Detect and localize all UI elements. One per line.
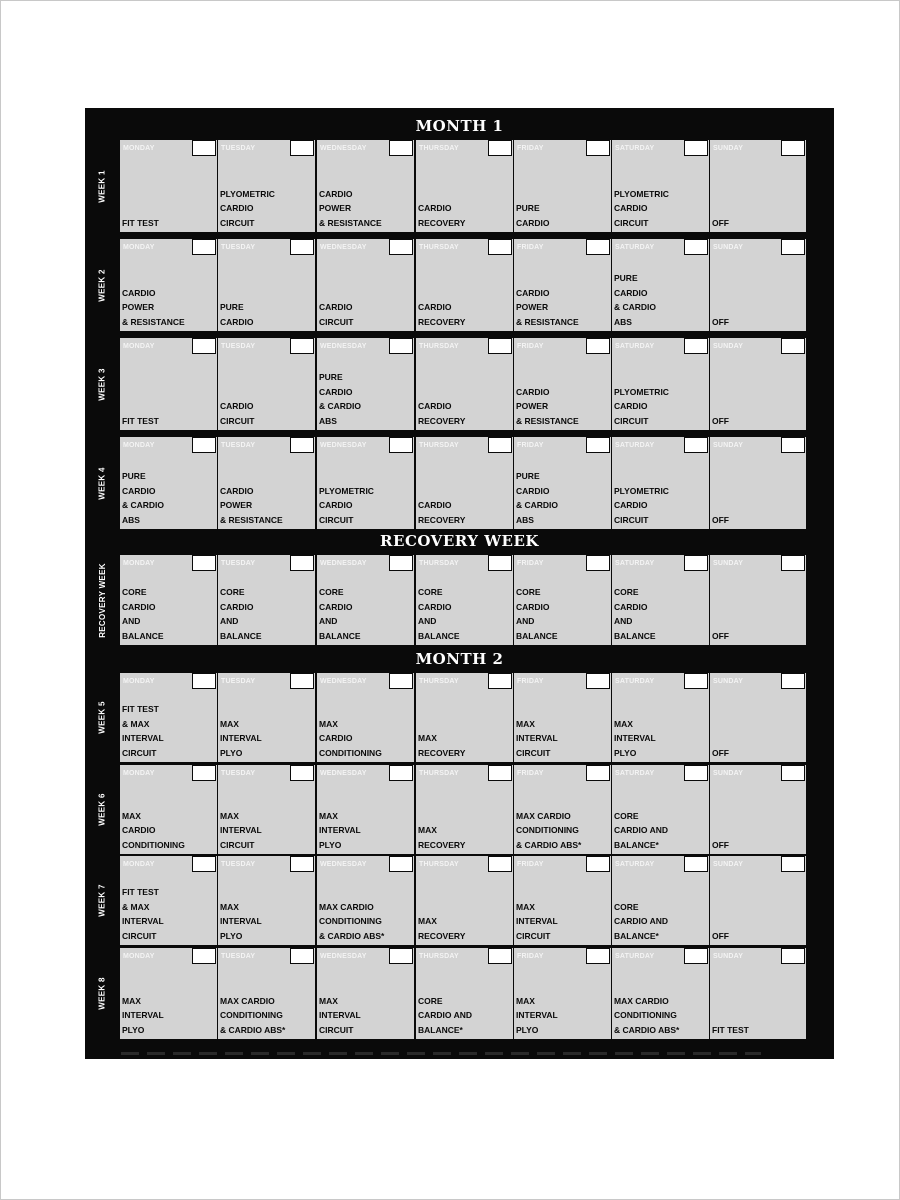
workout-name: MAX CARDIO CONDITIONING & CARDIO ABS* — [220, 995, 286, 1035]
week-label — [85, 856, 119, 945]
workout-name: CORE CARDIO AND BALANCE — [614, 587, 656, 641]
day-name: SUNDAY — [713, 861, 744, 868]
day-cell — [710, 140, 807, 232]
completion-checkbox[interactable] — [586, 437, 610, 453]
completion-checkbox[interactable] — [290, 239, 314, 255]
completion-checkbox[interactable] — [192, 948, 216, 964]
week-label-text: WEEK 2 — [97, 268, 107, 302]
completion-checkbox[interactable] — [192, 673, 216, 689]
completion-checkbox[interactable] — [781, 673, 805, 689]
day-cell — [218, 555, 316, 645]
day-cell — [612, 856, 710, 945]
day-name: MONDAY — [123, 442, 155, 449]
workout-name: FIT TEST — [712, 1024, 749, 1035]
day-name: THURSDAY — [419, 861, 459, 868]
completion-checkbox[interactable] — [586, 338, 610, 354]
completion-checkbox[interactable] — [290, 140, 314, 156]
completion-checkbox[interactable] — [586, 555, 610, 571]
day-cell — [416, 673, 514, 762]
workout-name: FIT TEST & MAX INTERVAL CIRCUIT — [122, 887, 164, 941]
day-cell — [612, 338, 710, 430]
workout-name: OFF — [712, 415, 729, 426]
completion-checkbox[interactable] — [290, 437, 314, 453]
completion-checkbox[interactable] — [488, 140, 512, 156]
day-cell — [120, 437, 218, 529]
day-cell — [612, 948, 710, 1039]
day-name: FRIDAY — [517, 244, 544, 251]
day-name: WEDNESDAY — [320, 678, 367, 685]
day-name: THURSDAY — [419, 343, 459, 350]
day-name: SATURDAY — [615, 442, 655, 449]
day-cell — [514, 856, 612, 945]
workout-name: MAX INTERVAL PLYO — [220, 901, 262, 941]
day-cell — [317, 140, 415, 232]
day-cell — [317, 948, 415, 1039]
day-name: SUNDAY — [713, 343, 744, 350]
completion-checkbox[interactable] — [192, 140, 216, 156]
day-cell — [710, 239, 807, 331]
day-name: THURSDAY — [419, 953, 459, 960]
day-name: MONDAY — [123, 770, 155, 777]
completion-checkbox[interactable] — [781, 765, 805, 781]
day-name: WEDNESDAY — [320, 343, 367, 350]
day-name: SATURDAY — [615, 244, 655, 251]
week-label — [85, 765, 119, 854]
day-name: TUESDAY — [221, 442, 256, 449]
day-cell — [416, 239, 514, 331]
day-name: SUNDAY — [713, 678, 744, 685]
completion-checkbox[interactable] — [192, 338, 216, 354]
day-cell — [612, 673, 710, 762]
day-name: WEDNESDAY — [320, 953, 367, 960]
day-name: TUESDAY — [221, 560, 256, 567]
day-cell — [514, 239, 612, 331]
completion-checkbox[interactable] — [389, 765, 413, 781]
completion-checkbox[interactable] — [192, 239, 216, 255]
day-cell — [218, 140, 316, 232]
completion-checkbox[interactable] — [781, 338, 805, 354]
completion-checkbox[interactable] — [684, 555, 708, 571]
workout-name: MAX INTERVAL CIRCUIT — [516, 901, 558, 941]
day-cell — [514, 948, 612, 1039]
workout-name: CARDIO POWER & RESISTANCE — [319, 188, 382, 228]
completion-checkbox[interactable] — [586, 765, 610, 781]
day-cell — [514, 437, 612, 529]
completion-checkbox[interactable] — [290, 948, 314, 964]
week-label-text: WEEK 3 — [97, 367, 107, 401]
day-name: THURSDAY — [419, 442, 459, 449]
day-name: TUESDAY — [221, 861, 256, 868]
workout-name: CARDIO POWER & RESISTANCE — [122, 287, 185, 327]
day-name: WEDNESDAY — [320, 145, 367, 152]
workout-name: PLYOMETRIC CARDIO CIRCUIT — [614, 188, 669, 228]
day-cell — [120, 338, 218, 430]
completion-checkbox[interactable] — [684, 437, 708, 453]
workout-name: MAX INTERVAL CIRCUIT — [220, 810, 262, 850]
day-name: FRIDAY — [517, 442, 544, 449]
day-cell — [416, 338, 514, 430]
day-cell — [514, 673, 612, 762]
workout-name: CORE CARDIO AND BALANCE — [516, 587, 558, 641]
day-name: TUESDAY — [221, 770, 256, 777]
day-cell — [317, 239, 415, 331]
day-name: SATURDAY — [615, 953, 655, 960]
completion-checkbox[interactable] — [389, 338, 413, 354]
day-name: WEDNESDAY — [320, 770, 367, 777]
day-cell — [710, 437, 807, 529]
day-name: WEDNESDAY — [320, 560, 367, 567]
day-cell — [120, 140, 218, 232]
day-name: MONDAY — [123, 560, 155, 567]
workout-name: CARDIO RECOVERY — [418, 203, 466, 228]
completion-checkbox[interactable] — [192, 765, 216, 781]
completion-checkbox[interactable] — [488, 555, 512, 571]
completion-checkbox[interactable] — [389, 437, 413, 453]
day-name: WEDNESDAY — [320, 442, 367, 449]
completion-checkbox[interactable] — [586, 856, 610, 872]
workout-name: CARDIO CIRCUIT — [319, 302, 354, 327]
workout-name: MAX CARDIO CONDITIONING & CARDIO ABS* — [614, 995, 680, 1035]
day-cell — [218, 765, 316, 854]
day-name: FRIDAY — [517, 560, 544, 567]
day-cell — [317, 765, 415, 854]
day-name: SUNDAY — [713, 953, 744, 960]
day-cell — [710, 765, 807, 854]
day-cell — [416, 765, 514, 854]
day-name: MONDAY — [123, 343, 155, 350]
workout-name: OFF — [712, 930, 729, 941]
recovery-week-title: RECOVERY WEEK — [380, 532, 539, 550]
completion-checkbox[interactable] — [290, 765, 314, 781]
workout-name: MAX INTERVAL PLYO — [516, 995, 558, 1035]
completion-checkbox[interactable] — [684, 856, 708, 872]
workout-name: CARDIO RECOVERY — [418, 401, 466, 426]
week-label-text: WEEK 4 — [97, 466, 107, 500]
workout-name: MAX RECOVERY — [418, 733, 466, 758]
day-cell — [710, 555, 807, 645]
day-cell — [120, 239, 218, 331]
month-2-title: MONTH 2 — [415, 650, 504, 668]
day-name: SATURDAY — [615, 343, 655, 350]
day-cell — [317, 856, 415, 945]
day-cell — [514, 765, 612, 854]
workout-name: CARDIO POWER & RESISTANCE — [516, 287, 579, 327]
completion-checkbox[interactable] — [684, 239, 708, 255]
day-name: SATURDAY — [615, 560, 655, 567]
day-cell — [514, 555, 612, 645]
workout-name: CARDIO POWER & RESISTANCE — [516, 386, 579, 426]
workout-name: CORE CARDIO AND BALANCE* — [614, 901, 668, 941]
completion-checkbox[interactable] — [389, 948, 413, 964]
day-cell — [218, 437, 316, 529]
completion-checkbox[interactable] — [781, 948, 805, 964]
day-cell — [612, 437, 710, 529]
workout-name: CORE CARDIO AND BALANCE — [220, 587, 262, 641]
week-label — [85, 239, 119, 331]
workout-name: MAX INTERVAL PLYO — [319, 810, 361, 850]
day-cell — [120, 765, 218, 854]
day-cell — [317, 673, 415, 762]
completion-checkbox[interactable] — [389, 856, 413, 872]
day-cell — [120, 673, 218, 762]
workout-name: PURE CARDIO — [220, 302, 254, 327]
day-cell — [612, 239, 710, 331]
completion-checkbox[interactable] — [586, 948, 610, 964]
completion-checkbox[interactable] — [389, 555, 413, 571]
workout-name: FIT TEST — [122, 217, 159, 228]
footer-note-line — [121, 1052, 761, 1055]
day-name: TUESDAY — [221, 953, 256, 960]
day-cell — [612, 765, 710, 854]
completion-checkbox[interactable] — [290, 338, 314, 354]
day-cell — [416, 140, 514, 232]
completion-checkbox[interactable] — [684, 673, 708, 689]
workout-name: PLYOMETRIC CARDIO CIRCUIT — [220, 188, 275, 228]
workout-name: PURE CARDIO — [516, 203, 550, 228]
workout-name: MAX CARDIO CONDITIONING & CARDIO ABS* — [516, 810, 582, 850]
completion-checkbox[interactable] — [488, 239, 512, 255]
day-name: SATURDAY — [615, 145, 655, 152]
week-label-text: RECOVERY WEEK — [97, 562, 107, 638]
workout-name: CARDIO CIRCUIT — [220, 401, 255, 426]
completion-checkbox[interactable] — [684, 140, 708, 156]
workout-name: PLYOMETRIC CARDIO CIRCUIT — [614, 386, 669, 426]
completion-checkbox[interactable] — [389, 140, 413, 156]
day-cell — [416, 856, 514, 945]
completion-checkbox[interactable] — [192, 856, 216, 872]
workout-name: MAX INTERVAL CIRCUIT — [319, 995, 361, 1035]
week-label — [85, 948, 119, 1039]
day-cell — [218, 338, 316, 430]
day-cell — [416, 555, 514, 645]
day-name: FRIDAY — [517, 861, 544, 868]
week-label-text: WEEK 7 — [97, 884, 107, 917]
workout-name: PLYOMETRIC CARDIO CIRCUIT — [614, 485, 669, 525]
day-name: TUESDAY — [221, 343, 256, 350]
day-name: SUNDAY — [713, 145, 744, 152]
workout-name: MAX INTERVAL PLYO — [614, 718, 656, 758]
workout-name: CORE CARDIO AND BALANCE* — [418, 995, 472, 1035]
day-cell — [218, 673, 316, 762]
completion-checkbox[interactable] — [781, 856, 805, 872]
completion-checkbox[interactable] — [488, 437, 512, 453]
week-label-text: WEEK 5 — [97, 701, 107, 734]
day-name: THURSDAY — [419, 145, 459, 152]
week-label-text: WEEK 8 — [97, 977, 107, 1010]
workout-name: CORE CARDIO AND BALANCE — [122, 587, 164, 641]
day-name: FRIDAY — [517, 953, 544, 960]
day-name: SATURDAY — [615, 861, 655, 868]
day-name: MONDAY — [123, 953, 155, 960]
day-cell — [317, 437, 415, 529]
day-name: WEDNESDAY — [320, 861, 367, 868]
week-label — [85, 673, 119, 762]
workout-name: CARDIO RECOVERY — [418, 500, 466, 525]
day-name: THURSDAY — [419, 770, 459, 777]
completion-checkbox[interactable] — [488, 948, 512, 964]
day-cell — [218, 948, 316, 1039]
day-name: SUNDAY — [713, 244, 744, 251]
day-cell — [710, 673, 807, 762]
day-cell — [120, 948, 218, 1039]
completion-checkbox[interactable] — [781, 239, 805, 255]
month-1-title: MONTH 1 — [415, 117, 504, 135]
completion-checkbox[interactable] — [586, 140, 610, 156]
completion-checkbox[interactable] — [684, 338, 708, 354]
day-name: THURSDAY — [419, 560, 459, 567]
workout-name: MAX CARDIO CONDITIONING — [319, 718, 382, 758]
day-cell — [514, 140, 612, 232]
workout-name: PLYOMETRIC CARDIO CIRCUIT — [319, 485, 374, 525]
completion-checkbox[interactable] — [781, 555, 805, 571]
day-cell — [710, 856, 807, 945]
workout-name: OFF — [712, 217, 729, 228]
day-name: TUESDAY — [221, 244, 256, 251]
workout-calendar — [85, 108, 834, 1059]
day-name: FRIDAY — [517, 145, 544, 152]
day-cell — [612, 140, 710, 232]
day-cell — [317, 338, 415, 430]
workout-name: MAX RECOVERY — [418, 916, 466, 941]
day-name: MONDAY — [123, 678, 155, 685]
week-label — [85, 555, 119, 645]
completion-checkbox[interactable] — [488, 856, 512, 872]
workout-name: MAX CARDIO CONDITIONING — [122, 810, 185, 850]
day-name: THURSDAY — [419, 244, 459, 251]
completion-checkbox[interactable] — [488, 338, 512, 354]
workout-name: OFF — [712, 747, 729, 758]
completion-checkbox[interactable] — [488, 765, 512, 781]
day-name: SUNDAY — [713, 560, 744, 567]
workout-name: CARDIO RECOVERY — [418, 302, 466, 327]
completion-checkbox[interactable] — [586, 239, 610, 255]
completion-checkbox[interactable] — [290, 673, 314, 689]
day-name: MONDAY — [123, 145, 155, 152]
day-name: MONDAY — [123, 244, 155, 251]
week-label — [85, 338, 119, 430]
day-cell — [120, 555, 218, 645]
day-cell — [612, 555, 710, 645]
day-name: TUESDAY — [221, 145, 256, 152]
workout-name: OFF — [712, 630, 729, 641]
workout-name: OFF — [712, 839, 729, 850]
day-name: SATURDAY — [615, 678, 655, 685]
workout-name: CARDIO POWER & RESISTANCE — [220, 485, 283, 525]
completion-checkbox[interactable] — [389, 673, 413, 689]
day-cell — [218, 239, 316, 331]
completion-checkbox[interactable] — [192, 437, 216, 453]
week-label — [85, 437, 119, 529]
workout-name: MAX INTERVAL PLYO — [122, 995, 164, 1035]
day-cell — [120, 856, 218, 945]
day-cell — [514, 338, 612, 430]
workout-name: CORE CARDIO AND BALANCE — [418, 587, 460, 641]
day-cell — [416, 437, 514, 529]
day-name: SATURDAY — [615, 770, 655, 777]
workout-name: OFF — [712, 316, 729, 327]
completion-checkbox[interactable] — [290, 555, 314, 571]
completion-checkbox[interactable] — [684, 765, 708, 781]
workout-name: FIT TEST — [122, 415, 159, 426]
day-cell — [416, 948, 514, 1039]
day-name: WEDNESDAY — [320, 244, 367, 251]
workout-name: CORE CARDIO AND BALANCE — [319, 587, 361, 641]
day-name: FRIDAY — [517, 678, 544, 685]
completion-checkbox[interactable] — [192, 555, 216, 571]
day-cell — [710, 948, 807, 1039]
workout-name: MAX RECOVERY — [418, 825, 466, 850]
workout-name: PURE CARDIO & CARDIO ABS — [614, 273, 657, 327]
workout-name: MAX INTERVAL CIRCUIT — [516, 718, 558, 758]
day-name: SUNDAY — [713, 770, 744, 777]
day-name: TUESDAY — [221, 678, 256, 685]
completion-checkbox[interactable] — [586, 673, 610, 689]
workout-name: MAX INTERVAL PLYO — [220, 718, 262, 758]
workout-name: FIT TEST & MAX INTERVAL CIRCUIT — [122, 704, 164, 758]
completion-checkbox[interactable] — [488, 673, 512, 689]
week-label-text: WEEK 1 — [97, 169, 107, 203]
workout-name: PURE CARDIO & CARDIO ABS — [516, 471, 559, 525]
day-name: FRIDAY — [517, 343, 544, 350]
completion-checkbox[interactable] — [684, 948, 708, 964]
week-label — [85, 140, 119, 232]
workout-name: MAX CARDIO CONDITIONING & CARDIO ABS* — [319, 901, 385, 941]
day-cell — [710, 338, 807, 430]
day-cell — [317, 555, 415, 645]
week-label-text: WEEK 6 — [97, 793, 107, 826]
completion-checkbox[interactable] — [781, 140, 805, 156]
day-name: THURSDAY — [419, 678, 459, 685]
workout-name: CORE CARDIO AND BALANCE* — [614, 810, 668, 850]
workout-name: OFF — [712, 514, 729, 525]
day-cell — [218, 856, 316, 945]
workout-name: PURE CARDIO & CARDIO ABS — [122, 471, 165, 525]
day-name: MONDAY — [123, 861, 155, 868]
day-name: FRIDAY — [517, 770, 544, 777]
day-name: SUNDAY — [713, 442, 744, 449]
completion-checkbox[interactable] — [290, 856, 314, 872]
workout-name: PURE CARDIO & CARDIO ABS — [319, 372, 362, 426]
completion-checkbox[interactable] — [781, 437, 805, 453]
completion-checkbox[interactable] — [389, 239, 413, 255]
